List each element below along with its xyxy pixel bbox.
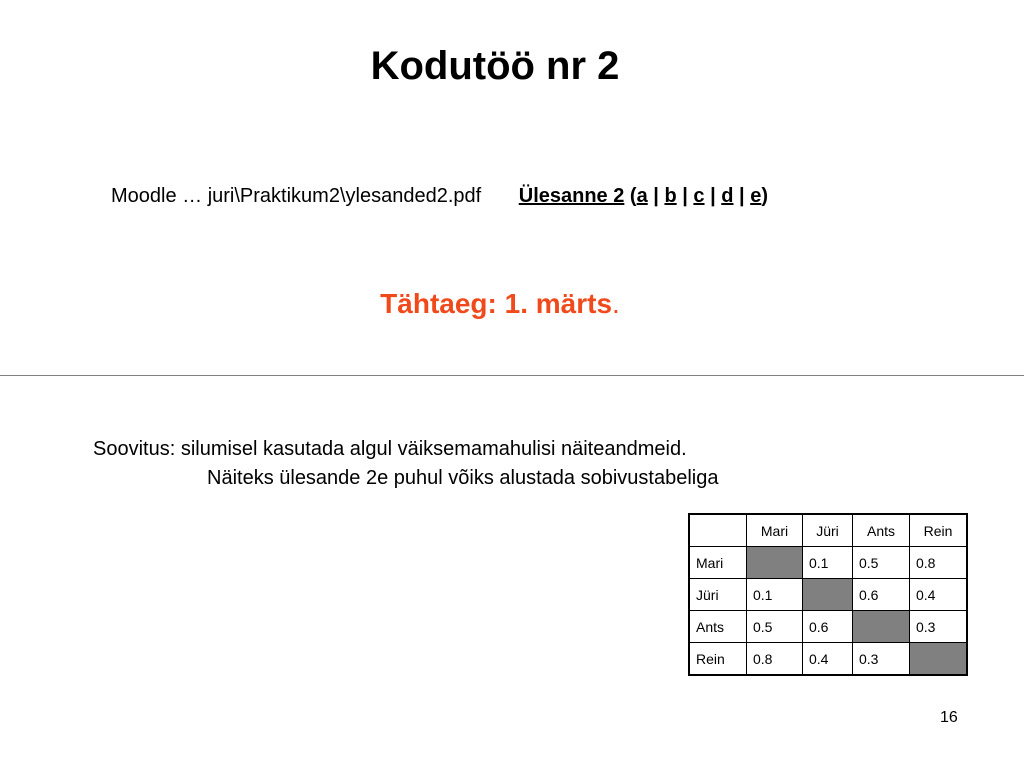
- moodle-path: Moodle … juri\Praktikum2\ylesanded2.pdf: [111, 185, 482, 207]
- table-cell: 0.6: [803, 611, 853, 643]
- diagonal-cell: [747, 547, 803, 579]
- part-link-e[interactable]: e: [750, 185, 762, 207]
- table-cell: 0.4: [803, 643, 853, 676]
- row-label: Ants: [689, 611, 747, 643]
- moodle-reference: [111, 183, 768, 209]
- table-cell: 0.1: [803, 547, 853, 579]
- fitness-table: [688, 513, 968, 676]
- separator: |: [739, 185, 745, 207]
- advice-text: [93, 435, 718, 493]
- table-cell: 0.3: [910, 611, 968, 643]
- diagonal-cell: [803, 579, 853, 611]
- separator: |: [682, 185, 688, 207]
- part-link-c[interactable]: c: [693, 185, 705, 207]
- table-cell: 0.5: [747, 611, 803, 643]
- deadline: [0, 286, 1000, 322]
- row-label: Jüri: [689, 579, 747, 611]
- advice-line-1: Soovitus: silumisel kasutada algul väiksemamahulisi näiteandmeid.: [93, 438, 687, 460]
- table-cell: 0.3: [853, 643, 910, 676]
- diagonal-cell: [853, 611, 910, 643]
- table-header-cell: Mari: [747, 514, 803, 547]
- page-number: 16: [940, 709, 958, 726]
- table-header-cell: [689, 514, 747, 547]
- separator: |: [710, 185, 716, 207]
- table-cell: 0.6: [853, 579, 910, 611]
- table-cell: 0.8: [747, 643, 803, 676]
- deadline-text: Tähtaeg: 1. märts: [380, 288, 613, 319]
- deadline-dot: .: [612, 288, 620, 319]
- table-cell: 0.8: [910, 547, 968, 579]
- task-link[interactable]: Ülesanne 2: [518, 185, 625, 207]
- row-label: Mari: [689, 547, 747, 579]
- divider-line: [0, 375, 1024, 376]
- close-paren: ): [761, 185, 769, 207]
- part-link-b[interactable]: b: [664, 185, 677, 207]
- part-link-a[interactable]: a: [636, 185, 648, 207]
- table-row: [689, 611, 967, 643]
- table-header-cell: Jüri: [803, 514, 853, 547]
- row-label: Rein: [689, 643, 747, 676]
- open-paren: (: [629, 185, 637, 207]
- table-row: [689, 547, 967, 579]
- table-header-cell: Rein: [910, 514, 968, 547]
- advice-line-2: Näiteks ülesande 2e puhul võiks alustada sobivustabeliga: [207, 467, 719, 489]
- table-row: [689, 643, 967, 676]
- table-row: [689, 579, 967, 611]
- separator: |: [653, 185, 659, 207]
- table-header-row: [689, 514, 967, 547]
- part-link-d[interactable]: d: [721, 185, 734, 207]
- table-cell: 0.5: [853, 547, 910, 579]
- diagonal-cell: [910, 643, 968, 676]
- slide-title: Kodutöö nr 2: [370, 44, 620, 88]
- table-header-cell: Ants: [853, 514, 910, 547]
- table-cell: 0.1: [747, 579, 803, 611]
- table-cell: 0.4: [910, 579, 968, 611]
